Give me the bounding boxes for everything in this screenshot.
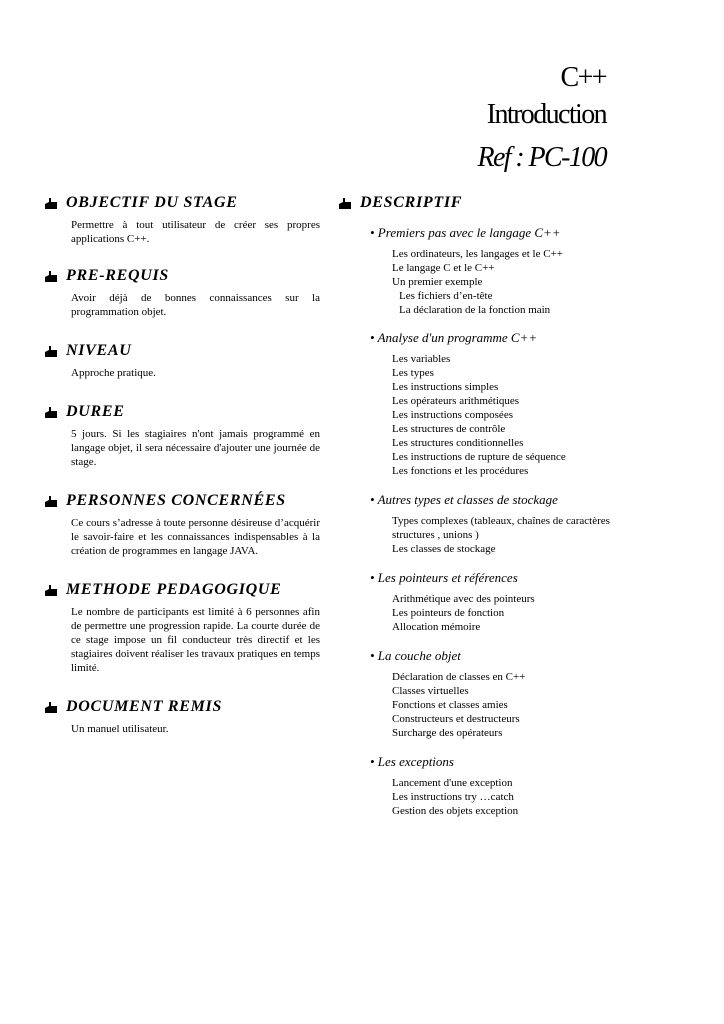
list-item: Les opérateurs arithmétiques [392, 395, 520, 407]
section-body: Approche pratique. [71, 367, 156, 379]
module-items [392, 352, 638, 478]
module-items [392, 776, 638, 818]
hand-pointer-icon [44, 196, 58, 210]
module-title: • La couche objet [370, 648, 461, 663]
hand-pointer-icon [338, 196, 352, 210]
list-item: Types complexes (tableaux, chaînes de caractères [392, 515, 610, 527]
module-title: • Autres types et classes de stockage [370, 492, 558, 507]
left-column [44, 193, 320, 758]
hand-pointer-icon [44, 405, 58, 419]
list-item: La déclaration de la fonction main [399, 304, 551, 316]
list-item: Classes virtuelles [392, 685, 469, 697]
section-body: Le nombre de participants est limité à 6 personnes afin de permettre une progression rapide. La courte durée de ce stage impose un fil conducteur très directif et les stagiaires doivent réaliser les travaux pratiques en temps limité. [71, 606, 320, 674]
hand-pointer-icon [44, 700, 58, 714]
hand-pointer-icon [44, 583, 58, 597]
module-autres-types [338, 492, 638, 556]
module-title: • Les pointeurs et références [370, 570, 518, 585]
section-duree [44, 402, 320, 469]
module-exceptions [338, 754, 638, 818]
list-item: Les pointeurs de fonction [392, 607, 505, 619]
section-body: Permettre à tout utilisateur de créer ses propres applications C++. [71, 219, 320, 245]
list-item: Allocation mémoire [392, 621, 481, 633]
module-pointeurs [338, 570, 638, 634]
section-title: PERSONNES CONCERNÉES [44, 491, 320, 511]
list-item: Surcharge des opérateurs [392, 727, 503, 739]
hand-pointer-icon [44, 344, 58, 358]
section-personnes [44, 491, 320, 558]
section-body: Avoir déjà de bonnes connaissances sur la programmation objet. [71, 292, 320, 318]
list-item: Les fonctions et les procédures [392, 465, 529, 477]
list-item: Les types [392, 367, 434, 379]
list-item: Constructeurs et destructeurs [392, 713, 520, 725]
list-item: Fonctions et classes amies [392, 699, 508, 711]
module-premiers-pas [338, 225, 638, 317]
section-objectif [44, 193, 320, 246]
list-item: structures , unions ) [392, 529, 479, 541]
list-item: Les variables [392, 353, 451, 365]
list-item: Déclaration de classes en C++ [392, 671, 526, 683]
section-title: METHODE PEDAGOGIQUE [44, 580, 320, 600]
course-reference: Ref : PC-100 [477, 142, 606, 173]
section-title: DOCUMENT REMIS [44, 697, 320, 717]
section-title: OBJECTIF DU STAGE [44, 193, 320, 213]
list-item: Lancement d'une exception [392, 777, 513, 789]
list-item: Les ordinateurs, les langages et le C++ [392, 248, 563, 260]
module-items [392, 670, 638, 740]
module-title: • Premiers pas avec le langage C++ [370, 225, 561, 240]
list-item: Le langage C et le C++ [392, 262, 495, 274]
course-title: Introduction [486, 99, 606, 130]
list-item: Les instructions try …catch [392, 791, 514, 803]
section-niveau [44, 341, 320, 380]
section-title: PRE-REQUIS [44, 266, 320, 286]
hand-pointer-icon [44, 494, 58, 508]
section-body: Un manuel utilisateur. [71, 723, 169, 735]
module-items [392, 592, 638, 634]
module-title: • Analyse d'un programme C++ [370, 330, 538, 345]
section-title: NIVEAU [44, 341, 320, 361]
hand-pointer-icon [44, 269, 58, 283]
list-item: Les structures conditionnelles [392, 437, 524, 449]
list-item: Les instructions simples [392, 381, 499, 393]
section-body: Ce cours s’adresse à toute personne désireuse d’acquérir le savoir-faire et les connaissances indispensables à la création de programmes en langage JAVA. [71, 517, 320, 557]
module-couche-objet [338, 648, 638, 740]
list-item: Arithmétique avec des pointeurs [392, 593, 535, 605]
module-items [392, 247, 638, 317]
module-analyse [338, 330, 638, 478]
section-prerequis [44, 266, 320, 319]
list-item: Gestion des objets exception [392, 805, 519, 817]
module-items [392, 514, 638, 556]
section-methode [44, 580, 320, 675]
list-item: Un premier exemple [392, 276, 483, 288]
module-title: • Les exceptions [370, 754, 454, 769]
list-item: Les instructions composées [392, 409, 513, 421]
section-title: DUREE [44, 402, 320, 422]
descriptif-column [338, 193, 638, 818]
descriptif-title: DESCRIPTIF [338, 193, 638, 213]
list-item: Les structures de contrôle [392, 423, 506, 435]
section-document [44, 697, 320, 736]
list-item: Les classes de stockage [392, 543, 496, 555]
section-body: 5 jours. Si les stagiaires n'ont jamais programmé en langage objet, il sera nécessaire d'ajouter une journée de stage. [71, 428, 320, 468]
list-item: Les instructions de rupture de séquence [392, 451, 566, 463]
course-language: C++ [560, 62, 606, 93]
list-item: Les fichiers d’en-tête [399, 290, 493, 302]
